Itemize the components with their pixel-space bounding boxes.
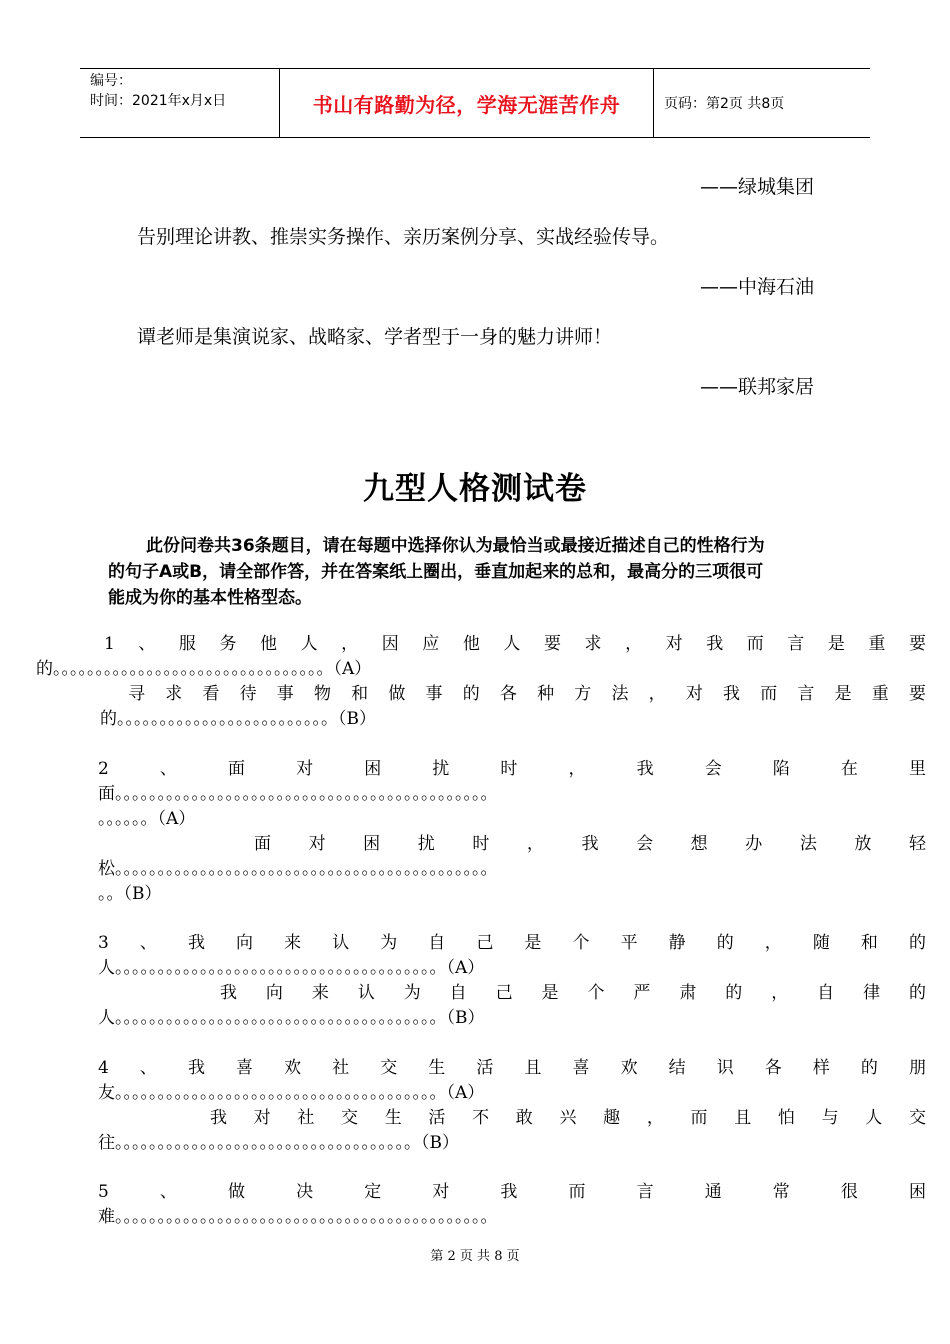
intro-line: 的句子A或B，请全部作答，并在答案纸上圈出，垂直加起来的总和，最高分的三项很可 [108,562,764,582]
question-1-option-a-cont: 的。。。。。。。。。。。。。。。。。。。。。。。。。。。。。。。。（A） [36,659,372,679]
question-1-option-a: 1、服务他人，因应他人要求，对我而言是重要 [104,634,926,654]
question-1-option-b-cont: 的。。。。。。。。。。。。。。。。。。。。。。。。。（B） [100,709,376,729]
quote-attribution: ——联邦家居 [699,376,814,398]
question-2-option-a-cont: 。。。。。。（A） [98,809,196,829]
question-4-option-a-cont: 友。。。。。。。。。。。。。。。。。。。。。。。。。。。。。。。。。。。。。。（A） [98,1083,485,1103]
page-title: 九型人格测试卷 [363,471,587,507]
question-4-option-b-cont: 往。。。。。。。。。。。。。。。。。。。。。。。。。。。。。。。。。。。（B） [98,1133,459,1153]
quote-attribution: ——中海石油 [699,276,814,298]
number-label: 编号： [90,73,132,89]
quote-text: 谭老师是集演说家、战略家、学者型于一身的魅力讲师！ [137,326,613,348]
question-4-option-b: 我对社交生活不敢兴趣，而且怕与人交 [210,1108,926,1128]
question-5-option-a: 5、做决定对我而言通常很困 [98,1182,926,1202]
question-3-option-a: 3、我向来认为自己是个平静的，随和的 [98,933,926,953]
quote-text: 告别理论讲教、推崇实务操作、亲历案例分享、实战经验传导。 [137,226,670,248]
question-2-option-b-cont: 松。。。。。。。。。。。。。。。。。。。。。。。。。。。。。。。。。。。。。。。。。。。。 [98,859,498,879]
question-3-option-b-cont: 人。。。。。。。。。。。。。。。。。。。。。。。。。。。。。。。。。。。。。。（B） [98,1008,485,1028]
question-1-option-b: 寻求看待事物和做事的各种方法，对我而言是重要 [128,684,926,704]
header-motto: 书山有路勤为径，学海无涯苦作舟 [280,69,654,137]
intro-line: 此份问卷共36条题目，请在每题中选择你认为最恰当或最接近描述自己的性格行为 [146,536,765,556]
page-header [80,68,870,138]
page-footer: 第 2 页 共 8 页 [430,1249,520,1264]
quote-attribution: ——绿城集团 [699,176,814,198]
question-4-option-a: 4、我喜欢社交生活且喜欢结识各样的朋 [98,1058,926,1078]
question-2-option-a-cont: 面。。。。。。。。。。。。。。。。。。。。。。。。。。。。。。。。。。。。。。。。。。。。 [98,784,498,804]
time-label: 时间：2021年x月x日 [90,93,227,109]
intro-paragraph [108,533,868,611]
header-meta-cell [80,69,280,137]
intro-line: 能成为你的基本性格型态。 [108,588,312,608]
question-3-option-a-cont: 人。。。。。。。。。。。。。。。。。。。。。。。。。。。。。。。。。。。。。。（A） [98,958,485,978]
header-page-label: 页码：第2页 共8页 [664,96,785,112]
question-2-option-a: 2、面对困扰时，我会陷在里 [98,759,926,779]
question-2-option-b: 面对困扰时，我会想办法放轻 [254,834,926,854]
question-5-option-a-cont: 难。。。。。。。。。。。。。。。。。。。。。。。。。。。。。。。。。。。。。。。。。。。。 [98,1207,498,1227]
question-3-option-b: 我向来认为自己是个严肃的，自律的 [220,983,926,1003]
question-2-option-b-cont: 。。（B） [98,884,162,904]
